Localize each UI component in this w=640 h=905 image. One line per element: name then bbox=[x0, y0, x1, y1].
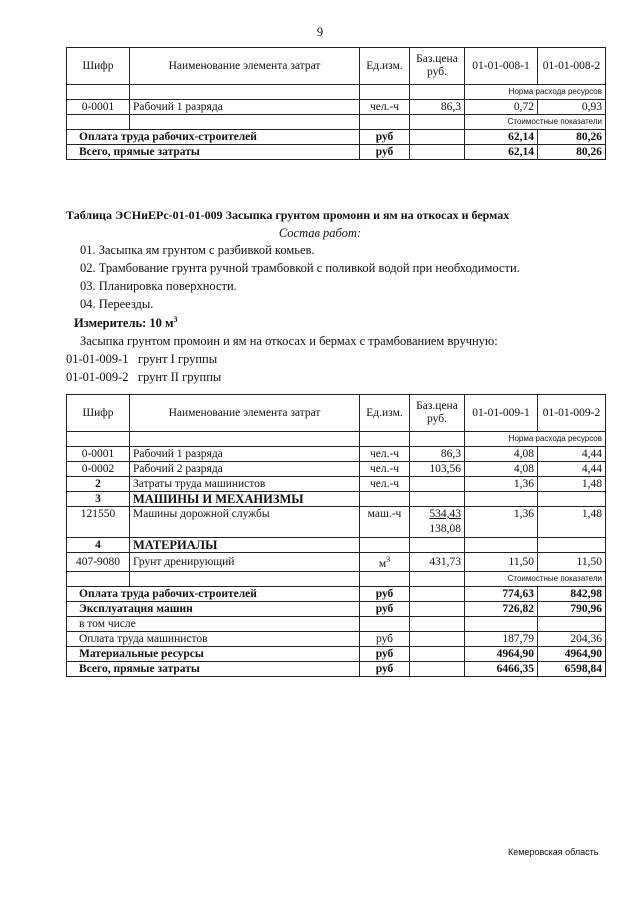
cost-label: Стоимостные показатели bbox=[465, 115, 606, 130]
header-variant-1: 01-01-009-1 bbox=[465, 395, 538, 432]
total-row: Всего, прямые затраты руб 6466,35 6598,84 bbox=[67, 661, 606, 676]
table-row: 0-0001 Рабочий 1 разряда чел.-ч 86,3 0,72 0,93 bbox=[67, 100, 606, 115]
header-unit: Ед.изм. bbox=[360, 395, 410, 432]
work-item: 02. Трамбование грунта ручной трамбовкой с поливкой водой при необходимости. bbox=[80, 261, 520, 275]
total-row: в том числе bbox=[67, 616, 606, 631]
table-row: 0-0002 Рабочий 2 разряда чел.-ч 103,56 4,08 4,44 bbox=[67, 462, 606, 477]
resource-table-01-01-009 bbox=[66, 394, 606, 677]
header-name: Наименование элемента затрат bbox=[130, 48, 360, 85]
table-row: 407-9080 Грунт дренирующий $м^3$ 431,73 11,50 11,50 bbox=[67, 553, 606, 572]
variant-1: 01-01-009-1 грунт I группы bbox=[66, 352, 218, 366]
table-header-row bbox=[67, 48, 606, 85]
table-row: 121550 Машины дорожной службы маш.-ч 534,43 138,08 1,36 1,48 bbox=[67, 507, 606, 538]
resource-table-01-01-008 bbox=[66, 47, 606, 160]
works-heading: Состав работ: bbox=[278, 226, 362, 240]
header-unit: Ед.изм. bbox=[360, 48, 410, 85]
norm-label: Норма расхода ресурсов bbox=[465, 432, 606, 447]
total-row: Оплата труда машинистов руб 187,79 204,36 bbox=[67, 631, 606, 646]
header-code: Шифр bbox=[67, 395, 130, 432]
header-variant-2: 01-01-009-2 bbox=[538, 395, 606, 432]
section-title: Таблица ЭСНиЕРс-01-01-009 Засыпка грунтом промоин и ям на откосах и бермах bbox=[66, 208, 510, 222]
description: Засыпка грунтом промоин и ям на откосах и бермах с трамбованием вручную: bbox=[80, 334, 498, 348]
total-row: Материальные ресурсы руб 4964,90 4964,90 bbox=[67, 646, 606, 661]
header-variant-2: 01-01-008-2 bbox=[538, 48, 606, 85]
table-row: 0-0001 Рабочий 1 разряда чел.-ч 86,3 4,08 4,44 bbox=[67, 447, 606, 462]
header-price: Баз.цена руб. bbox=[410, 395, 465, 432]
page-number: 9 bbox=[316, 25, 324, 39]
region-footer: Кемеровская область bbox=[508, 847, 599, 857]
machine-price: 534,43 bbox=[429, 508, 461, 520]
total-row: Эксплуатация машин руб 726,82 790,96 bbox=[67, 601, 606, 616]
total-row: Оплата труда рабочих-строителей руб 774,63 842,98 bbox=[67, 586, 606, 601]
norm-label: Норма расхода ресурсов bbox=[465, 85, 606, 100]
variant-2: 01-01-009-2 грунт II группы bbox=[66, 370, 222, 384]
total-row: Оплата труда рабочих-строителей руб 62,14 80,26 bbox=[67, 130, 606, 145]
meter-label: Измеритель: 10 $м^3$ bbox=[74, 315, 178, 331]
group-row: 4 МАТЕРИАЛЫ bbox=[67, 538, 606, 553]
cost-label: Стоимостные показатели bbox=[465, 571, 606, 586]
header-code: Шифр bbox=[67, 48, 130, 85]
work-item: 04. Переезды. bbox=[80, 297, 154, 311]
header-variant-1: 01-01-008-1 bbox=[465, 48, 538, 85]
table-header-row bbox=[67, 395, 606, 432]
group-row: 3 МАШИНЫ И МЕХАНИЗМЫ bbox=[67, 492, 606, 507]
table-row: 2 Затраты труда машинистов чел.-ч 1,36 1,48 bbox=[67, 477, 606, 492]
machine-price-2: 138,08 bbox=[429, 523, 461, 535]
header-price: Баз.цена руб. bbox=[410, 48, 465, 85]
total-row: Всего, прямые затраты руб 62,14 80,26 bbox=[67, 145, 606, 160]
work-item: 03. Планировка поверхности. bbox=[80, 279, 237, 293]
work-item: 01. Засыпка ям грунтом с разбивкой комьев. bbox=[80, 243, 315, 257]
header-name: Наименование элемента затрат bbox=[130, 395, 360, 432]
